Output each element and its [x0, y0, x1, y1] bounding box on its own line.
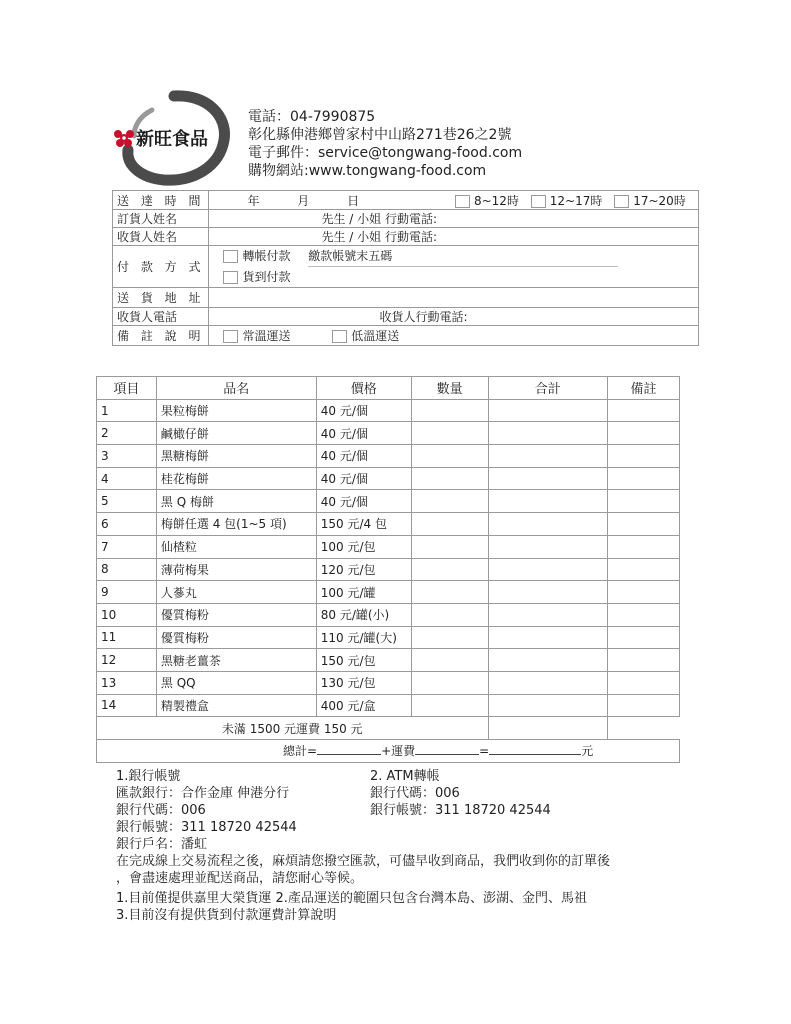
- total-blank[interactable]: [317, 744, 381, 755]
- table-row: [97, 399, 680, 422]
- payment-option-transfer[interactable]: [223, 246, 693, 267]
- slot-2[interactable]: [531, 192, 603, 209]
- item-qty[interactable]: [411, 490, 488, 513]
- item-remark[interactable]: [608, 603, 680, 626]
- item-no: 13: [97, 671, 157, 694]
- item-remark[interactable]: [608, 558, 680, 581]
- slot-1[interactable]: [455, 192, 519, 209]
- header-no: 項目: [97, 377, 157, 400]
- rule-2: 3.目前沒有提供貨到付款運費計算說明: [116, 908, 337, 923]
- header-remark: 備註: [608, 377, 680, 400]
- remark-option-normal[interactable]: [223, 329, 290, 343]
- receiver-hint: 先生 / 小姐 行動電話:: [321, 230, 437, 244]
- table-row: [97, 649, 680, 672]
- item-qty[interactable]: [411, 581, 488, 604]
- year-label: 年: [247, 193, 260, 208]
- item-no: 8: [97, 558, 157, 581]
- table-row: [97, 535, 680, 558]
- row-delivery-time: [113, 191, 699, 210]
- item-subtotal[interactable]: [488, 535, 608, 558]
- total-unit: 元: [581, 744, 594, 759]
- label-receiver-phone: 收貨人電話: [113, 308, 209, 326]
- table-row: [97, 671, 680, 694]
- item-name: 黑 Q 梅餅: [156, 490, 316, 513]
- flower-icon: [114, 130, 134, 147]
- item-rows: [97, 399, 680, 717]
- shipping-note: 未滿 1500 元運費 150 元: [97, 717, 489, 740]
- option-label: 常溫運送: [242, 329, 291, 343]
- label-payment: 付 款 方 式: [113, 246, 209, 288]
- address: 彰化縣伸港鄉曾家村中山路271巷26之2號: [248, 127, 512, 143]
- bank-name: 匯款銀行：合作金庫 伸港分行: [116, 786, 290, 801]
- item-subtotal[interactable]: [488, 490, 608, 513]
- address-field[interactable]: [209, 288, 698, 308]
- total-row: [97, 740, 680, 763]
- label-orderer: 訂貨人姓名: [113, 210, 209, 228]
- checkbox[interactable]: [455, 195, 470, 208]
- item-qty[interactable]: [411, 671, 488, 694]
- row-orderer: [113, 210, 699, 228]
- item-name: 精製禮盒: [156, 694, 316, 717]
- bank-account: 銀行帳號：311 18720 42544: [116, 820, 297, 835]
- item-name: 黑糖梅餅: [156, 445, 316, 468]
- item-qty[interactable]: [411, 603, 488, 626]
- item-name: 鹹橄仔餅: [156, 422, 316, 445]
- item-price: 150 元/包: [316, 649, 411, 672]
- item-no: 3: [97, 445, 157, 468]
- item-subtotal[interactable]: [488, 694, 608, 717]
- item-no: 1: [97, 399, 157, 422]
- remark-field: [209, 326, 698, 346]
- slot-3[interactable]: [614, 192, 686, 209]
- item-remark[interactable]: [608, 513, 680, 536]
- empty-cell: [608, 717, 680, 740]
- item-name: 人蔘丸: [156, 581, 316, 604]
- table-row: [97, 490, 680, 513]
- day-label: 日: [347, 193, 360, 208]
- bank-title: 1.銀行帳號: [116, 769, 181, 784]
- item-name: 優質梅粉: [156, 626, 316, 649]
- contact-info: [248, 108, 522, 180]
- label-remark: 備 註 說 明: [113, 326, 209, 346]
- checkbox[interactable]: [332, 330, 347, 343]
- total-prefix: 總計=: [283, 744, 318, 759]
- option-label: 低溫運送: [351, 329, 400, 343]
- table-row: [97, 603, 680, 626]
- account-last5-label: 繳款帳號末五碼: [308, 249, 393, 263]
- item-no: 10: [97, 603, 157, 626]
- table-row: [97, 467, 680, 490]
- item-name: 黑糖老薑茶: [156, 649, 316, 672]
- table-row: [97, 694, 680, 717]
- checkbox[interactable]: [531, 195, 546, 208]
- item-price: 40 元/個: [316, 467, 411, 490]
- item-subtotal[interactable]: [488, 649, 608, 672]
- item-remark[interactable]: [608, 399, 680, 422]
- item-name: 仙楂粒: [156, 535, 316, 558]
- item-price: 40 元/個: [316, 490, 411, 513]
- receiver-field[interactable]: [209, 228, 698, 246]
- delivery-time-field[interactable]: [209, 191, 698, 210]
- grand-total-blank[interactable]: [489, 744, 581, 755]
- phone: 電話：04-7990875: [248, 109, 376, 125]
- item-qty[interactable]: [411, 649, 488, 672]
- remark-option-cold[interactable]: [332, 329, 399, 343]
- item-price: 120 元/包: [316, 558, 411, 581]
- total-eq: =: [479, 744, 490, 759]
- item-name: 薄荷梅果: [156, 558, 316, 581]
- delivery-form: [112, 190, 699, 346]
- checkbox[interactable]: [223, 271, 238, 284]
- header-subtotal: 合計: [488, 377, 608, 400]
- item-no: 4: [97, 467, 157, 490]
- item-price: 40 元/個: [316, 445, 411, 468]
- item-qty[interactable]: [411, 626, 488, 649]
- table-row: [97, 422, 680, 445]
- item-name: 桂花梅餅: [156, 467, 316, 490]
- item-subtotal[interactable]: [488, 626, 608, 649]
- orderer-field[interactable]: [209, 210, 698, 228]
- item-qty[interactable]: [411, 558, 488, 581]
- item-price: 150 元/4 包: [316, 513, 411, 536]
- payment-field: [209, 246, 698, 288]
- rule-1: 1.目前僅提供嘉里大榮貨運 2.產品運送的範圍只包含台灣本島、澎湖、金門、馬祖: [116, 891, 587, 906]
- item-subtotal[interactable]: [488, 603, 608, 626]
- item-subtotal[interactable]: [488, 558, 608, 581]
- item-no: 9: [97, 581, 157, 604]
- checkbox[interactable]: [223, 330, 238, 343]
- item-qty[interactable]: [411, 513, 488, 536]
- item-no: 6: [97, 513, 157, 536]
- item-remark[interactable]: [608, 649, 680, 672]
- item-no: 12: [97, 649, 157, 672]
- item-qty[interactable]: [411, 422, 488, 445]
- table-row: [97, 558, 680, 581]
- item-subtotal[interactable]: [488, 671, 608, 694]
- shipping-fee-cell[interactable]: [488, 717, 608, 740]
- item-price: 80 元/罐(小): [316, 603, 411, 626]
- website: 購物網站:www.tongwang-food.com: [248, 163, 487, 179]
- item-price: 400 元/盒: [316, 694, 411, 717]
- item-price: 100 元/包: [316, 535, 411, 558]
- item-price: 130 元/包: [316, 671, 411, 694]
- slot-label: 17~20時: [633, 193, 686, 208]
- email: 電子郵件：service@tongwang-food.com: [248, 145, 523, 161]
- shipping-row: [97, 717, 680, 740]
- checkbox[interactable]: [614, 195, 629, 208]
- slot-label: 12~17時: [549, 193, 603, 208]
- item-no: 14: [97, 694, 157, 717]
- item-remark[interactable]: [608, 626, 680, 649]
- option-label: 轉帳付款: [242, 249, 291, 263]
- item-remark[interactable]: [608, 535, 680, 558]
- label-receiver: 收貨人姓名: [113, 228, 209, 246]
- checkbox[interactable]: [223, 250, 238, 263]
- payment-notes: [116, 768, 610, 924]
- item-subtotal[interactable]: [488, 422, 608, 445]
- item-remark[interactable]: [608, 490, 680, 513]
- atm-title: 2. ATM轉帳: [370, 769, 440, 784]
- slot-label: 8~12時: [473, 193, 519, 208]
- item-qty[interactable]: [411, 535, 488, 558]
- item-remark[interactable]: [608, 581, 680, 604]
- row-receiver-phone: [113, 308, 699, 326]
- atm-account: 銀行帳號：311 18720 42544: [370, 803, 551, 818]
- company-logo: [112, 88, 232, 188]
- item-no: 5: [97, 490, 157, 513]
- item-no: 2: [97, 422, 157, 445]
- paragraph-2: ，會盡速處理並配送商品，請您耐心等候。: [116, 871, 364, 886]
- item-subtotal[interactable]: [488, 467, 608, 490]
- item-subtotal[interactable]: [488, 399, 608, 422]
- item-subtotal[interactable]: [488, 581, 608, 604]
- bank-code: 銀行代碼：006: [116, 803, 206, 818]
- row-receiver: [113, 228, 699, 246]
- item-price: 40 元/個: [316, 422, 411, 445]
- account-last5-field[interactable]: [308, 246, 618, 267]
- table-row: [97, 581, 680, 604]
- mobile-label: 收貨人行動電話:: [379, 310, 468, 324]
- item-remark[interactable]: [608, 671, 680, 694]
- item-remark[interactable]: [608, 467, 680, 490]
- label-delivery-time: 送 達 時 間: [113, 191, 209, 210]
- item-price: 100 元/罐: [316, 581, 411, 604]
- orderer-hint: 先生 / 小姐 行動電話:: [321, 212, 437, 226]
- atm-code: 銀行代碼：006: [370, 786, 460, 801]
- row-remark: [113, 326, 699, 346]
- item-name: 優質梅粉: [156, 603, 316, 626]
- table-row: [97, 513, 680, 536]
- paragraph-1: 在完成線上交易流程之後，麻煩請您撥空匯款，可儘早收到商品，我們收到你的訂單後: [116, 854, 611, 869]
- item-name: 梅餅任選 4 包(1~5 項): [156, 513, 316, 536]
- item-price: 40 元/個: [316, 399, 411, 422]
- item-remark[interactable]: [608, 422, 680, 445]
- item-qty[interactable]: [411, 399, 488, 422]
- row-address: [113, 288, 699, 308]
- bank-holder: 銀行戶名：潘虹: [116, 837, 208, 852]
- order-table: [96, 376, 680, 763]
- label-address: 送 貨 地 址: [113, 288, 209, 308]
- header-name: 品名: [156, 377, 316, 400]
- logo-text: 新旺食品: [136, 129, 208, 150]
- item-qty[interactable]: [411, 445, 488, 468]
- item-subtotal[interactable]: [488, 513, 608, 536]
- row-payment: [113, 246, 699, 288]
- header-qty: 數量: [411, 377, 488, 400]
- option-label: 貨到付款: [242, 270, 291, 284]
- month-label: 月: [297, 193, 310, 208]
- item-remark[interactable]: [608, 445, 680, 468]
- shipping-blank[interactable]: [415, 744, 479, 755]
- item-no: 11: [97, 626, 157, 649]
- table-header: [97, 377, 680, 400]
- receiver-phone-field[interactable]: [209, 308, 698, 326]
- payment-option-cod[interactable]: [223, 267, 693, 287]
- item-qty[interactable]: [411, 467, 488, 490]
- item-name: 黑 QQ: [156, 671, 316, 694]
- item-remark[interactable]: [608, 694, 680, 717]
- item-no: 7: [97, 535, 157, 558]
- item-price: 110 元/罐(大): [316, 626, 411, 649]
- item-subtotal[interactable]: [488, 445, 608, 468]
- item-qty[interactable]: [411, 694, 488, 717]
- table-row: [97, 626, 680, 649]
- total-line: [97, 740, 680, 763]
- item-name: 果粒梅餅: [156, 399, 316, 422]
- header-price: 價格: [316, 377, 411, 400]
- table-row: [97, 445, 680, 468]
- total-plus: +運費: [381, 744, 416, 759]
